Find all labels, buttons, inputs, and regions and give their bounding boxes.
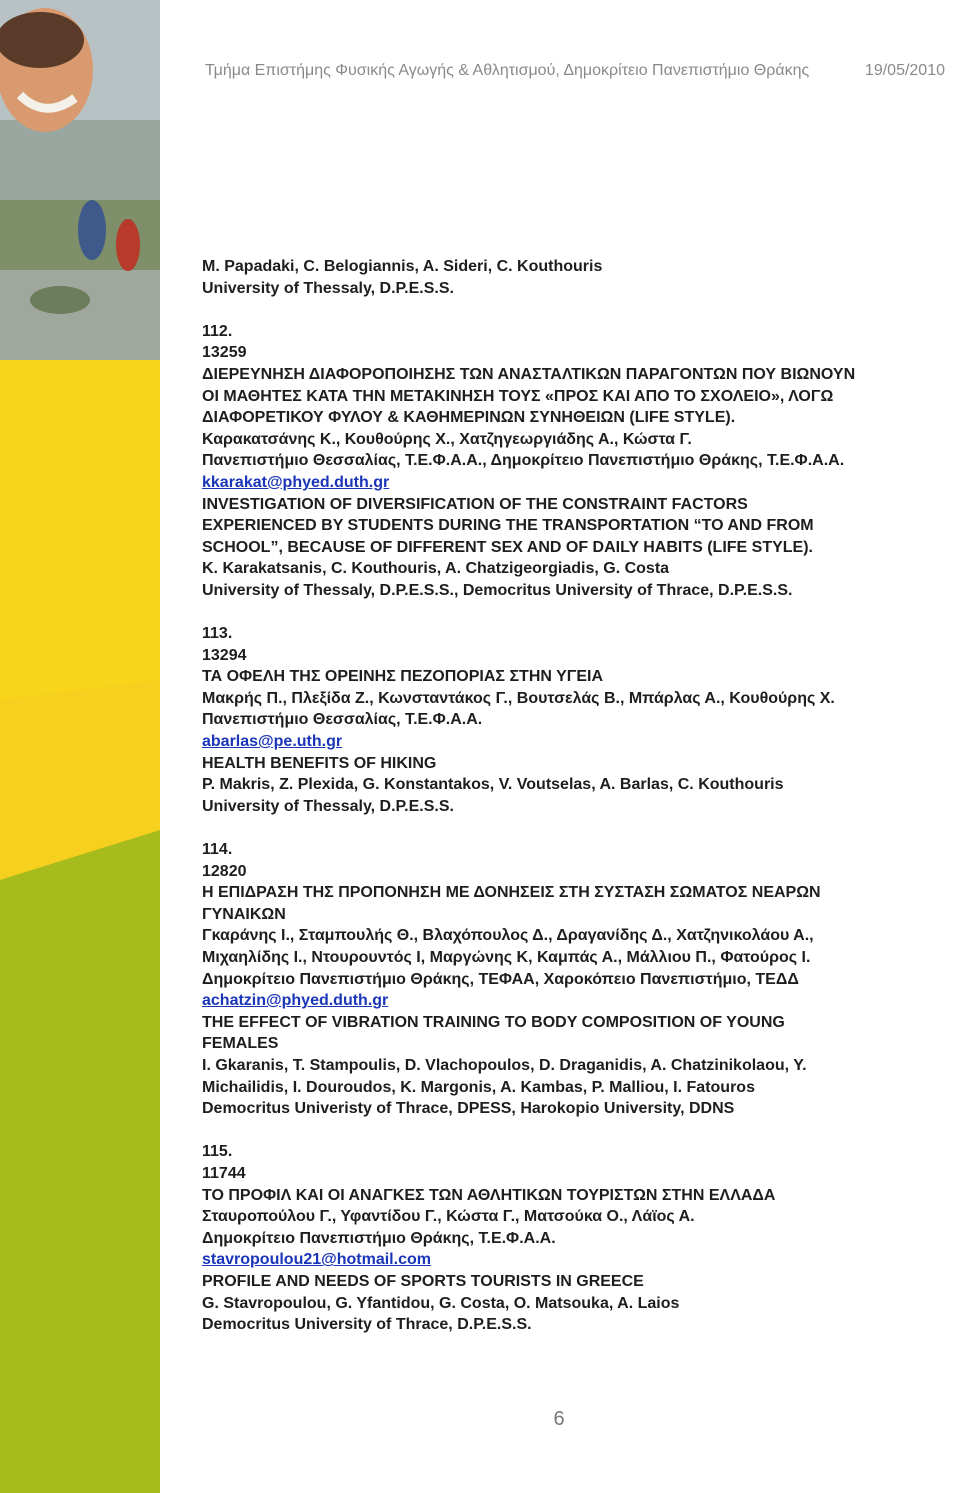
intro-affiliation: University of Thessaly, D.P.E.S.S. <box>202 279 454 297</box>
abstract-entry <box>202 839 957 1120</box>
entry-title-gr: Η ΕΠΙΔΡΑΣΗ ΤΗΣ ΠΡΟΠΟΝΗΣΗ ΜΕ ΔΟΝΗΣΕΙΣ ΣΤΗ ΣΥΣΤΑΣΗ ΣΩΜΑΤΟΣ ΝΕΑΡΩΝ <box>202 884 821 902</box>
decorative-sidebar <box>0 0 160 1493</box>
entry-title-en: SCHOOL”, BECAUSE OF DIFFERENT SEX AND OF DAILY HABITS (LIFE STYLE). <box>202 538 813 556</box>
entry-authors-en: G. Stavropoulou, G. Yfantidou, G. Costa, O. Matsouka, A. Laios <box>202 1294 680 1312</box>
spacer <box>202 299 957 321</box>
entry-authors-en: P. Makris, Z. Plexida, G. Konstantakos, V. Voutselas, A. Barlas, C. Kouthouris <box>202 776 784 794</box>
entry-email-link[interactable]: stavropoulou21@hotmail.com <box>202 1251 431 1269</box>
entry-title-gr: ΓΥΝΑΙΚΩΝ <box>202 905 286 923</box>
header-date: 19/05/2010 <box>864 62 945 79</box>
entry-title-en: PROFILE AND NEEDS OF SPORTS TOURISTS IN GREECE <box>202 1272 644 1290</box>
spacer <box>202 1120 957 1142</box>
page-number: 6 <box>553 1408 565 1430</box>
entry-authors-gr: Γκαράνης Ι., Σταμπουλής Θ., Βλαχόπουλος Δ., Δραγανίδης Δ., Χατζηνικολάου Α., <box>202 927 814 945</box>
entry-title-en: INVESTIGATION OF DIVERSIFICATION OF THE CONSTRAINT FACTORS <box>202 495 748 513</box>
entry-affiliation-gr: Πανεπιστήμιο Θεσσαλίας, Τ.Ε.Φ.Α.Α., Δημοκρίτειο Πανεπιστήμιο Θράκης, Τ.Ε.Φ.Α.Α. <box>202 452 845 470</box>
abstract-entry <box>202 623 957 817</box>
entry-affiliation-gr: Πανεπιστήμιο Θεσσαλίας, Τ.Ε.Φ.Α.Α. <box>202 711 483 729</box>
entry-title-gr: ΟΙ ΜΑΘΗΤΕΣ ΚΑΤΑ ΤΗΝ ΜΕΤΑΚΙΝΗΣΗ ΤΟΥΣ «ΠΡΟΣ ΚΑΙ ΑΠΟ ΤΟ ΣΧΟΛΕΙΟ», ΛΟΓΩ <box>202 387 834 405</box>
spacer <box>202 602 957 624</box>
entry-email-link[interactable]: achatzin@phyed.duth.gr <box>202 992 389 1010</box>
entry-title-gr: ΤΟ ΠΡΟΦΙΛ ΚΑΙ ΟΙ ΑΝΑΓΚΕΣ ΤΩΝ ΑΘΛΗΤΙΚΩΝ ΤΟΥΡΙΣΤΩΝ ΣΤΗΝ ΕΛΛΑΔΑ <box>202 1186 776 1204</box>
running-title: Τμήμα Επιστήμης Φυσικής Αγωγής & Αθλητισμού, Δημοκρίτειο Πανεπιστήμιο Θράκης <box>205 62 810 79</box>
sidebar-artwork <box>0 0 160 1493</box>
entry-authors-en: Michailidis, I. Douroudos, K. Margonis, A. Kambas, P. Malliou, I. Fatouros <box>202 1078 755 1096</box>
entry-affiliation-en: Democritus University of Thrace, D.P.E.S.S. <box>202 1316 532 1334</box>
running-header <box>205 62 945 80</box>
entry-authors-gr: Σταυροπούλου Γ., Υφαντίδου Γ., Κώστα Γ., Ματσούκα Ο., Λάϊος Α. <box>202 1208 695 1226</box>
entry-authors-gr: Καρακατσάνης Κ., Κουθούρης Χ., Χατζηγεωργιάδης Α., Κώστα Γ. <box>202 430 692 448</box>
entry-title-en: FEMALES <box>202 1035 279 1053</box>
entry-authors-en: I. Gkaranis, T. Stampoulis, D. Vlachopoulos, D. Draganidis, A. Chatzinikolaou, Y. <box>202 1056 807 1074</box>
entry-email-link[interactable]: abarlas@pe.uth.gr <box>202 733 343 751</box>
entry-affiliation-gr: Δημοκρίτειο Πανεπιστήμιο Θράκης, Τ.Ε.Φ.Α.Α. <box>202 1229 556 1247</box>
entry-title-gr: ΔΙΕΡΕΥΝΗΣΗ ΔΙΑΦΟΡΟΠΟΙΗΣΗΣ ΤΩΝ ΑΝΑΣΤΑΛΤΙΚΩΝ ΠΑΡΑΓΟΝΤΩΝ ΠΟΥ ΒΙΩΝΟΥΝ <box>202 365 856 383</box>
abstract-entry <box>202 321 957 602</box>
entry-title-en: HEALTH BENEFITS OF HIKING <box>202 754 437 772</box>
entry-title-en: EXPERIENCED BY STUDENTS DURING THE TRANSPORTATION “TO AND FROM <box>202 517 814 535</box>
entry-code: 12820 <box>202 862 247 880</box>
entry-number: 113. <box>202 625 233 643</box>
entry-email-link[interactable]: kkarakat@phyed.duth.gr <box>202 473 390 491</box>
entry-affiliation-en: University of Thessaly, D.P.E.S.S., Democritus University of Thrace, D.P.E.S.S. <box>202 581 793 599</box>
entry-number: 115. <box>202 1143 233 1161</box>
entry-number: 112. <box>202 322 233 340</box>
entry-affiliation-gr: Δημοκρίτειο Πανεπιστήμιο Θράκης, ΤΕΦΑΑ, Χαροκόπειο Πανεπιστήμιο, ΤΕΔΔ <box>202 970 799 988</box>
entry-affiliation-en: University of Thessaly, D.P.E.S.S. <box>202 797 454 815</box>
entry-code: 11744 <box>202 1164 246 1182</box>
entry-authors-gr: Μακρής Π., Πλεξίδα Ζ., Κωνσταντάκος Γ., Βουτσελάς Β., Μπάρλας Α., Κουθούρης Χ. <box>202 689 835 707</box>
entry-title-gr: ΔΙΑΦΟΡΕΤΙΚΟΥ ΦΥΛΟΥ & ΚΑΘΗΜΕΡΙΝΩΝ ΣΥΝΗΘΕΙΩΝ (LIFE STYLE). <box>202 409 736 427</box>
entry-code: 13259 <box>202 344 247 362</box>
entry-code: 13294 <box>202 646 247 664</box>
entry-authors-gr: Μιχαηλίδης Ι., Ντουρουντός Ι, Μαργώνης Κ, Καμπάς Α., Μάλλιου Π., Φατούρος Ι. <box>202 949 811 966</box>
entry-authors-en: K. Karakatsanis, C. Kouthouris, A. Chatzigeorgiadis, G. Costa <box>202 560 670 578</box>
entry-title-en: THE EFFECT OF VIBRATION TRAINING TO BODY COMPOSITION OF YOUNG <box>202 1013 785 1031</box>
spacer <box>202 817 957 839</box>
abstract-list <box>202 256 957 1336</box>
entry-title-gr: ΤΑ ΟΦΕΛΗ ΤΗΣ ΟΡΕΙΝΗΣ ΠΕΖΟΠΟΡΙΑΣ ΣΤΗΝ ΥΓΕΙΑ <box>202 668 604 686</box>
entry-affiliation-en: Democritus Univeristy of Thrace, DPESS, Harokopio University, DDNS <box>202 1100 735 1118</box>
entry-number: 114. <box>202 841 233 859</box>
intro-authors: M. Papadaki, C. Belogiannis, A. Sideri, C. Kouthouris <box>202 258 603 275</box>
abstract-entry <box>202 1141 957 1335</box>
